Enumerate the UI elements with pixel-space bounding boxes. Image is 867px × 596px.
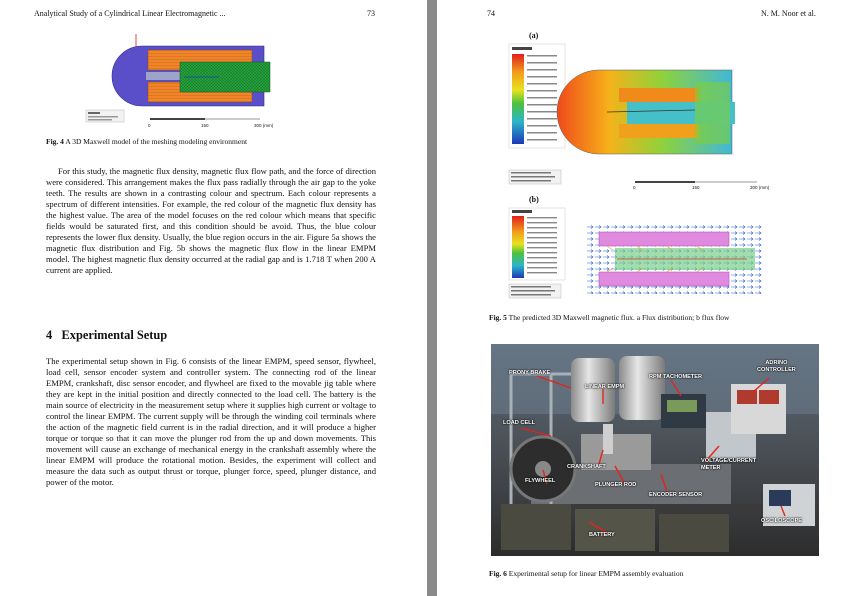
section-number: 4	[46, 328, 53, 342]
figure-6-caption-label: Fig. 6	[489, 569, 507, 578]
section-title: Experimental Setup	[61, 328, 168, 342]
figure-5b-flux-flow	[507, 206, 787, 302]
fig5-scale-mid: 150	[692, 185, 700, 190]
figure-4-caption-label: Fig. 4	[46, 137, 64, 146]
figure-4-caption	[46, 137, 247, 146]
mesh-model-illustration	[84, 28, 274, 130]
figure-4-maxwell-mesh-model	[84, 28, 274, 130]
body-paragraph-experimental-setup: The experimental setup shown in Fig. 6 consists of the linear EMPM, speed sensor, flywheel, load cell, sensor encoder system and controller system. The connecting rod of the linear EMPM, crankshaft, disc sensor encoder, and flywheel are fixed to the movable jig table where they are kept in the initial position and directly connected to the load cell. The battery is the main source of electricity in the measurement setup where it supplies high current or voltage to control the linear EMPM. The current supply will be through the winding coil terminals where the action of the magnetic field current is in the radial direction, and it will produce a higher torque or torque so that it can move the plunger rod from the up and down movements. This movement will cause an exchange of mechanical energy in the crankshaft assembly where the linear EMPM will produce the rotational motion. Besides, the experiment will collect and measure the data such as output thrust or torque, plunger force, speed, plunger distance, and power of the motor.	[46, 356, 376, 487]
figure-5-caption	[489, 313, 729, 322]
figure-4-caption-text: A 3D Maxwell model of the meshing modeling environment	[65, 137, 248, 146]
running-head-left: Analytical Study of a Cylindrical Linear Electromagnetic ...	[34, 9, 226, 18]
figure-5-caption-text: The predicted 3D Maxwell magnetic flux. a Flux distribution; b flux flow	[508, 313, 730, 322]
label-plunger-rod: PLUNGER ROD	[595, 482, 637, 488]
label-load-cell: LOAD CELL	[503, 420, 536, 426]
right-page	[437, 0, 867, 596]
page-number-left: 73	[367, 9, 375, 18]
figure-5a-flux-distribution	[507, 42, 787, 192]
figure-5a-label: (a)	[529, 31, 539, 40]
figure-5-caption-label: Fig. 5	[489, 313, 507, 322]
fig5-scale-zero: 0	[633, 185, 636, 190]
label-flywheel: FLYWHEEL	[525, 478, 556, 484]
running-head-right: N. M. Noor et al.	[761, 9, 816, 18]
figure-6-caption-text: Experimental setup for linear EMPM assembly evaluation	[508, 569, 684, 578]
label-prony-brake: PRONY BRAKE	[509, 370, 551, 376]
figure-5b-label: (b)	[529, 195, 539, 204]
flux-distribution-plot	[507, 42, 787, 192]
left-page	[0, 0, 427, 596]
label-osciloscope: OSCILOSCOPE	[761, 518, 803, 524]
body-paragraph-flux: For this study, the magnetic flux density, magnetic flux flow path, and the force of direction were considered. This arrangement makes the flux pass radially through the air gap to the yoke teeth. The results are shown in a contrasting colour and spectrum. Each colour represents a spectrum of different intensities. For example, the red colour of the magnetic flux density has the highest value. The area of the model focuses on the red colour which means that specific fields would be saturated first, and this condition should be avoid. Thus, the blue colour represents the lower flux density. Usually, the blue region occurs in the air. Figure 5a shows the magnetic flux distribution and Fig. 5b shows the magnetic flux flow in the linear EMPM model. The highest magnetic flux density occurred at the radial gap and is 1.718 T when 200 A current are applied.	[46, 166, 376, 275]
fig4-scale-mid: 150	[201, 123, 209, 128]
page-number-right: 74	[487, 9, 495, 18]
label-crankshaft: CRANKSHAFT	[567, 464, 606, 470]
label-voltage-current-meter: VOLTAGE/CURRENT METER	[701, 458, 757, 471]
fig5-scale-end: 300 (mm)	[750, 185, 770, 190]
label-rpm-tachometer: RPM TACHOMETER	[649, 374, 703, 380]
label-linear-empm: LINEAR EMPM	[585, 384, 625, 390]
figure-6-caption	[489, 569, 683, 578]
flux-flow-plot	[507, 206, 787, 302]
figure-6-experimental-setup-photo	[491, 344, 819, 556]
label-encoder-sensor: ENCODER SENSOR	[649, 492, 703, 498]
section-heading	[46, 328, 167, 343]
label-adrino-controller: ADRINO CONTROLLER	[757, 360, 796, 373]
fig4-scale-end: 300 (mm)	[254, 123, 274, 128]
label-battery: BATTERY	[589, 532, 615, 538]
fig4-scale-zero: 0	[148, 123, 151, 128]
